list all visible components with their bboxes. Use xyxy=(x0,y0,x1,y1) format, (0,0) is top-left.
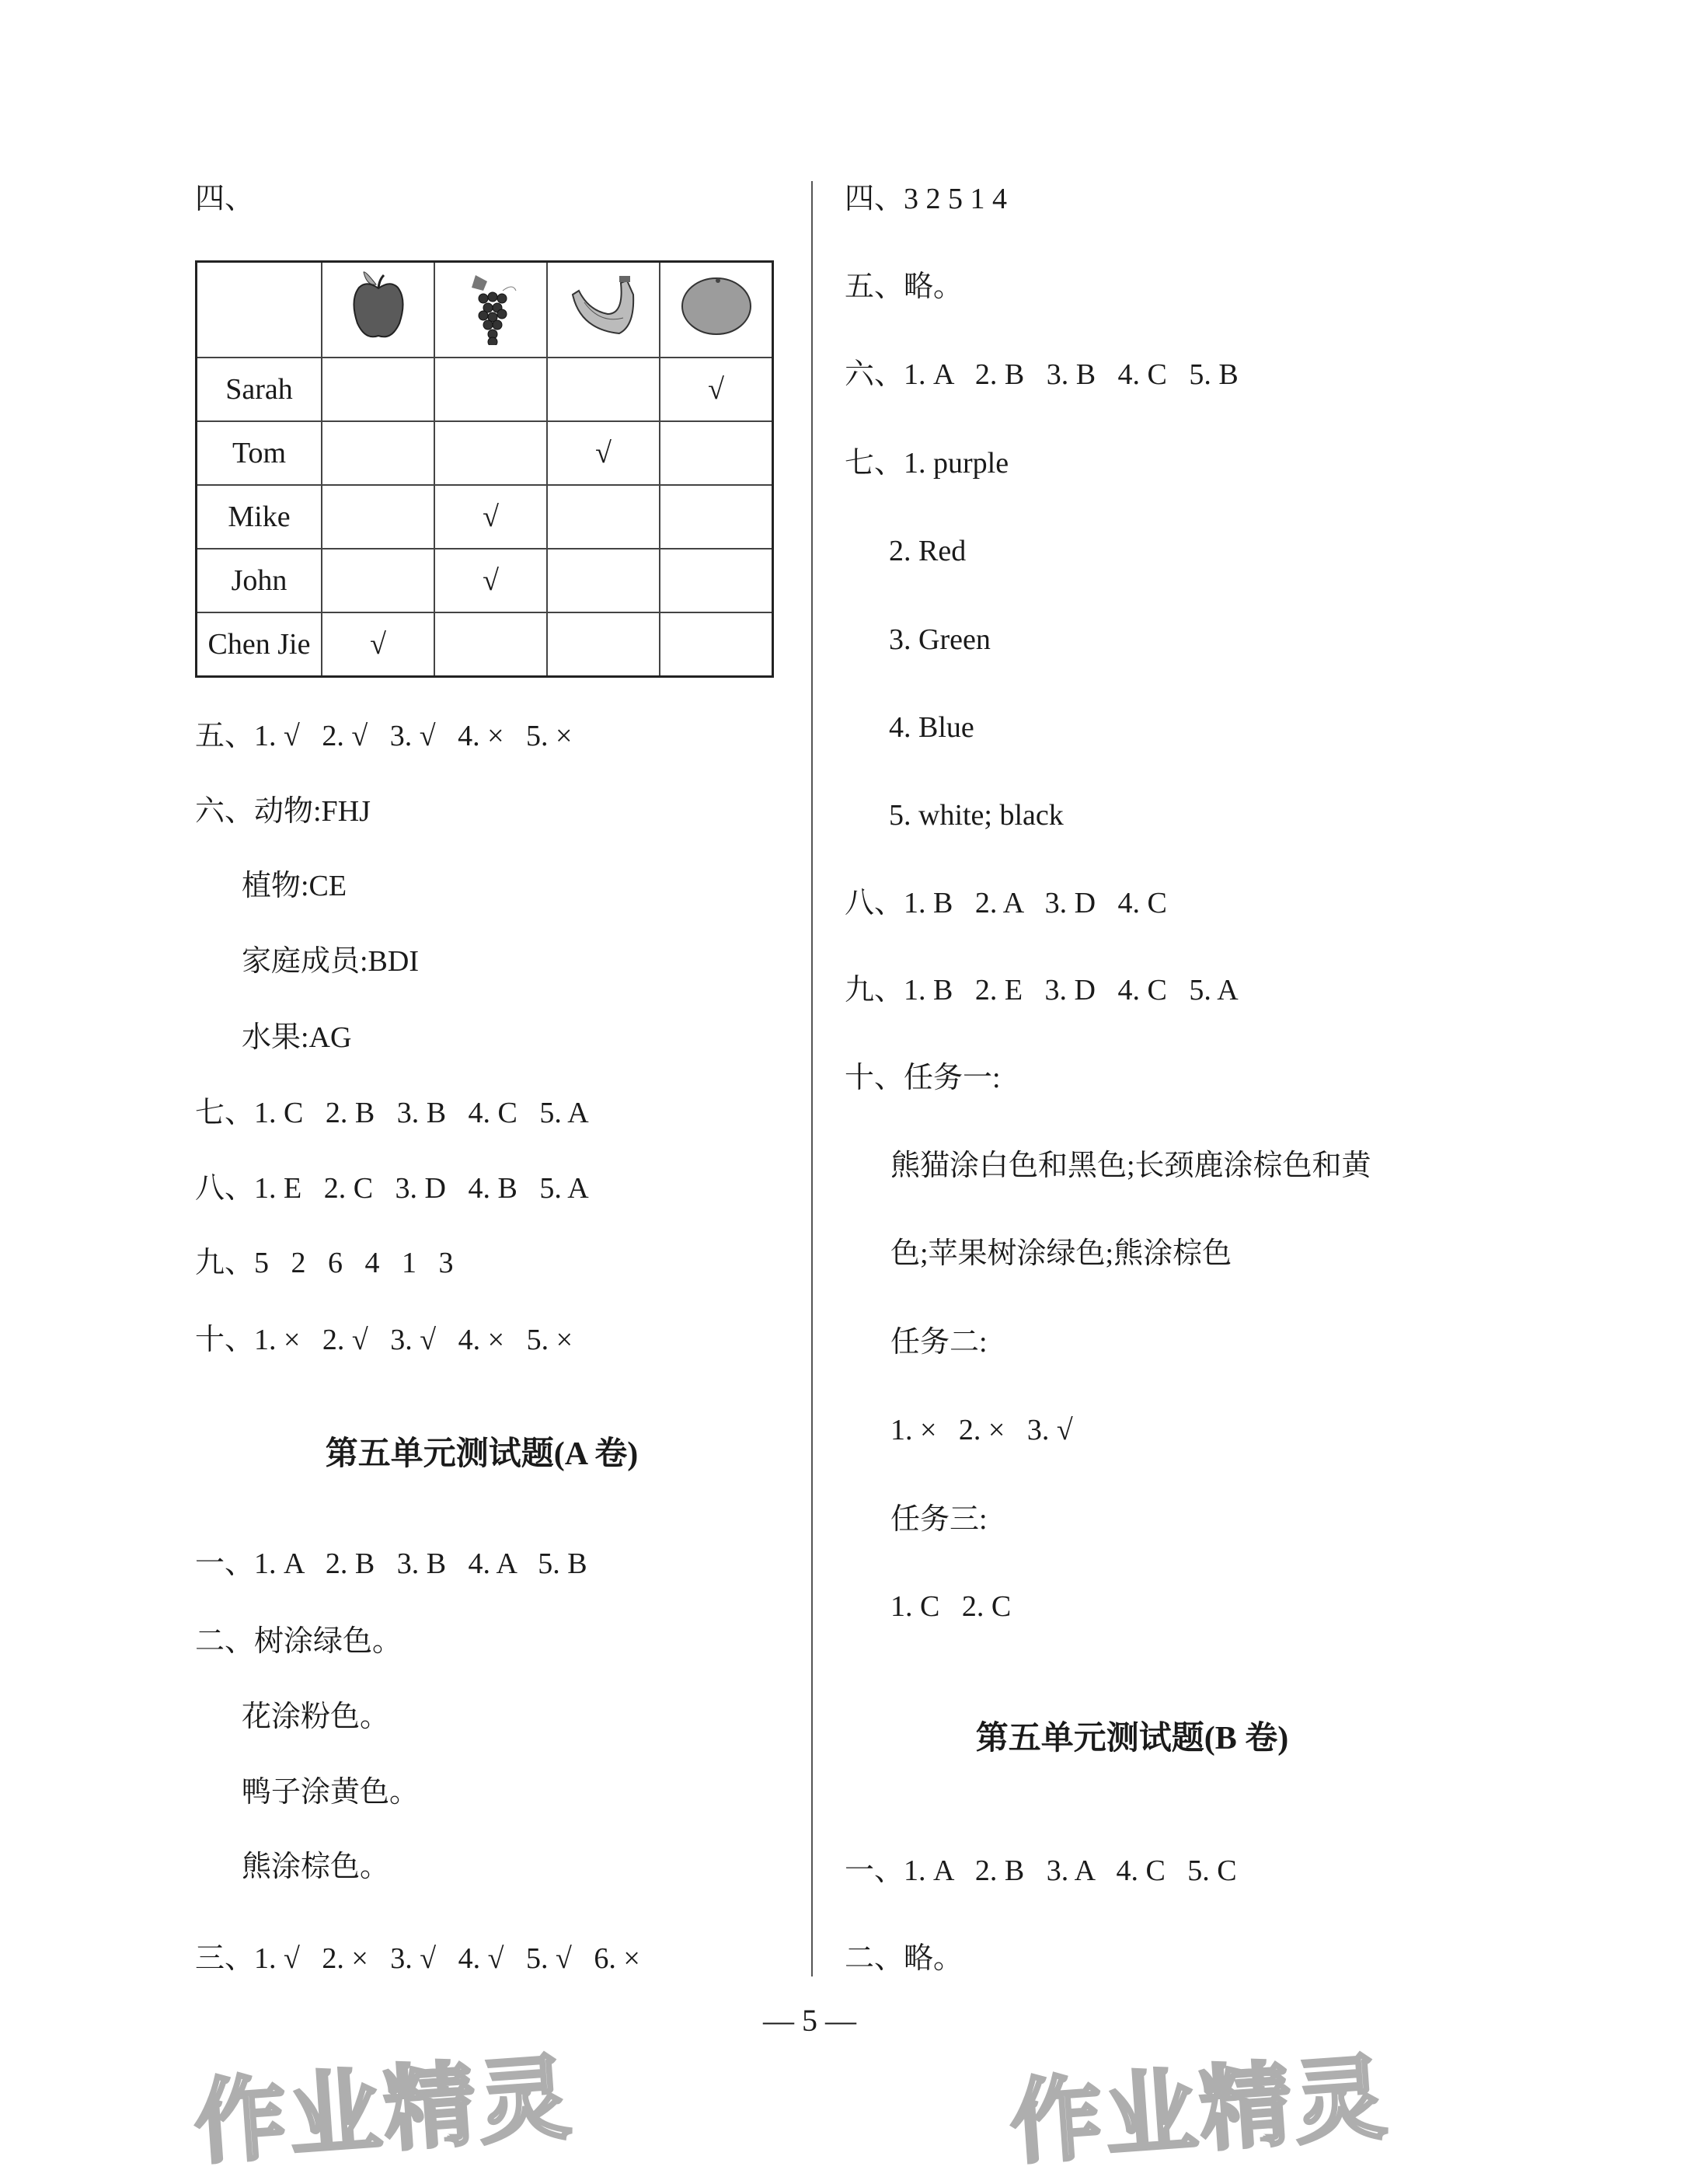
answer-line: 鸭子涂黄色。 xyxy=(242,1776,420,1809)
answer-line: 植物:CE xyxy=(242,870,347,902)
watermark: 作业精灵 xyxy=(190,2043,577,2177)
answer-line: 四、3 2 5 1 4 xyxy=(845,183,1008,215)
check-mark: √ xyxy=(434,549,547,612)
answer-line: 任务二: xyxy=(890,1326,988,1359)
answer-line: 3. Green xyxy=(889,623,991,656)
table-row xyxy=(197,485,773,549)
answer-line: 一、1. A 2. B 3. B 4. A 5. B xyxy=(195,1547,587,1580)
answer-line: 七、1. purple xyxy=(845,447,1009,480)
student-name: Tom xyxy=(197,421,322,485)
answer-line: 九、5 2 6 4 1 3 xyxy=(195,1247,454,1279)
answer-line: 5. white; black xyxy=(889,799,1064,832)
answer-line: 五、1. √ 2. √ 3. √ 4. × 5. × xyxy=(195,720,573,752)
answer-line: 七、1. C 2. B 3. B 4. C 5. A xyxy=(195,1097,589,1129)
answer-line: 2. Red xyxy=(889,535,967,567)
answer-line: 十、1. × 2. √ 3. √ 4. × 5. × xyxy=(195,1324,573,1356)
answer-line: 二、略。 xyxy=(845,1942,963,1975)
answer-line: 十、任务一: xyxy=(845,1062,1001,1094)
answer-line: 色;苹果树涂绿色;熊涂棕色 xyxy=(890,1237,1232,1270)
answer-line: 水果:AG xyxy=(242,1021,352,1054)
answer-line: 二、树涂绿色。 xyxy=(195,1625,402,1658)
section-title-a: 第五单元测试题(A 卷) xyxy=(325,1436,639,1472)
answer-line: 熊涂棕色。 xyxy=(242,1851,390,1883)
table-row xyxy=(197,549,773,612)
student-name: Sarah xyxy=(197,358,322,421)
student-name: Chen Jie xyxy=(197,612,322,677)
apple-icon xyxy=(322,262,434,358)
answer-line: 4. Blue xyxy=(889,711,974,744)
check-mark: √ xyxy=(434,485,547,549)
table-row xyxy=(197,612,773,677)
grapes-icon xyxy=(434,262,547,358)
section-title-b: 第五单元测试题(B 卷) xyxy=(975,1721,1289,1757)
answer-line: 1. × 2. × 3. √ xyxy=(890,1414,1073,1446)
answer-line: 任务三: xyxy=(890,1503,988,1536)
heading-four: 四、 xyxy=(195,183,255,215)
student-name: John xyxy=(197,549,322,612)
table-row xyxy=(197,421,773,485)
fruit-table xyxy=(195,260,774,678)
watermark: 作业精灵 xyxy=(1006,2043,1393,2177)
answer-line: 一、1. A 2. B 3. A 4. C 5. C xyxy=(845,1854,1237,1887)
answer-line: 六、1. A 2. B 3. B 4. C 5. B xyxy=(845,358,1239,391)
column-divider xyxy=(811,181,813,1976)
answer-line: 熊猫涂白色和黑色;长颈鹿涂棕色和黄 xyxy=(890,1150,1371,1182)
answer-line: 八、1. B 2. A 3. D 4. C xyxy=(845,887,1167,919)
student-name: Mike xyxy=(197,485,322,549)
check-mark: √ xyxy=(322,612,434,677)
answer-line: 花涂粉色。 xyxy=(242,1701,390,1733)
answer-line: 九、1. B 2. E 3. D 4. C 5. A xyxy=(845,974,1239,1007)
answer-line: 六、动物:FHJ xyxy=(195,795,371,828)
answer-line: 八、1. E 2. C 3. D 4. B 5. A xyxy=(195,1172,589,1205)
check-mark: √ xyxy=(660,358,773,421)
orange-icon xyxy=(660,262,773,358)
banana-icon xyxy=(547,262,660,358)
table-header-row xyxy=(197,262,773,358)
answer-line: 三、1. √ 2. × 3. √ 4. √ 5. √ 6. × xyxy=(195,1942,640,1975)
check-mark: √ xyxy=(547,421,660,485)
answer-line: 家庭成员:BDI xyxy=(242,945,420,978)
answer-line: 五、略。 xyxy=(845,270,963,303)
page-number: — 5 — xyxy=(763,2003,856,2038)
answer-line: 1. C 2. C xyxy=(890,1590,1012,1623)
table-row xyxy=(197,358,773,421)
